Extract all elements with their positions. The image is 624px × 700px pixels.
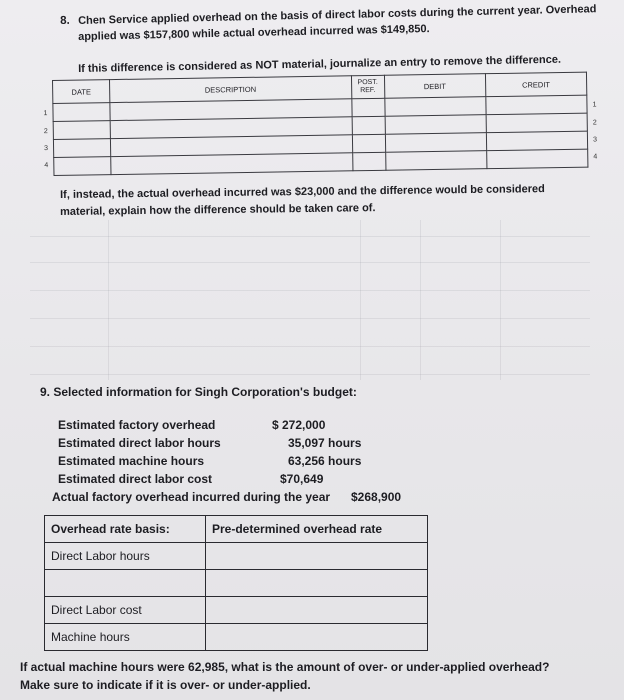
- journal-cell[interactable]: [53, 121, 110, 140]
- q8-followup-line1: If, instead, the actual overhead incurred was $23,000 and the difference would be considered: [60, 183, 545, 201]
- row-number-left: 2: [43, 128, 48, 136]
- q9-item-value: $70,649: [280, 472, 324, 486]
- q8-instruction: If this difference is considered as NOT material, journalize an entry to remove the difference.: [78, 53, 562, 75]
- overhead-rate-table: [44, 515, 428, 651]
- ghost-line: [30, 346, 590, 347]
- q9-actual-label: Actual factory overhead incurred during the year: [52, 490, 331, 504]
- ghost-line: [30, 262, 590, 263]
- col-debit-header: DEBIT: [384, 74, 486, 99]
- journal-table: [43, 72, 598, 176]
- q9-question-line2: Make sure to indicate if it is over- or under-applied.: [20, 678, 311, 692]
- q9-item-value: $ 272,000: [272, 418, 326, 432]
- q9-question-line1: If actual machine hours were 62,985, what is the amount of over- or under-applied overhead?: [20, 660, 550, 674]
- journal-cell[interactable]: [352, 116, 385, 135]
- ghost-line: [360, 220, 361, 380]
- q8-followup-line2: material, explain how the difference should be taken care of.: [60, 202, 376, 218]
- q9-actual-value: $268,900: [351, 490, 402, 504]
- row-number-left: 3: [44, 145, 49, 153]
- rate-basis-header: Overhead rate basis:: [45, 516, 206, 543]
- journal-cell[interactable]: [486, 131, 588, 151]
- row-number-right: 3: [593, 136, 598, 144]
- q9-item-label: Estimated factory overhead: [58, 418, 216, 432]
- q8-text-line1: Chen Service applied overhead on the basis of direct labor costs during the current year. Overhead: [78, 3, 597, 27]
- q8-text-line2: applied was $157,800 while actual overhead incurred was $149,850.: [78, 23, 430, 43]
- journal-cell[interactable]: [54, 157, 111, 176]
- journal-cell[interactable]: [385, 151, 486, 171]
- col-description-header: DESCRIPTION: [110, 76, 352, 103]
- col-post-ref-header: POST. REF.: [351, 75, 384, 99]
- ghost-line: [108, 220, 109, 380]
- row-number-right: 2: [592, 119, 597, 127]
- q9-item-label: Estimated direct labor hours: [58, 436, 221, 450]
- q9-item-value: 35,097 hours: [288, 436, 362, 450]
- journal-cell[interactable]: [486, 95, 588, 115]
- ghost-line: [30, 236, 590, 237]
- journal-cell[interactable]: [486, 113, 588, 133]
- row-number-left: 1: [43, 110, 48, 118]
- journal-cell[interactable]: [385, 115, 486, 135]
- rate-basis-cell: Machine hours: [45, 624, 206, 651]
- journal-cell[interactable]: [486, 149, 588, 169]
- ghost-line: [500, 220, 501, 380]
- col-credit-header: CREDIT: [485, 72, 587, 97]
- row-number-right: 1: [592, 101, 597, 109]
- rate-answer-cell[interactable]: [206, 543, 428, 570]
- rate-basis-cell: [45, 570, 206, 597]
- q9-heading: 9. Selected information for Singh Corporation's budget:: [40, 385, 357, 399]
- row-number-left: 4: [44, 162, 49, 170]
- q9-item-value: 63,256 hours: [288, 454, 362, 468]
- journal-cell[interactable]: [53, 103, 110, 122]
- q9-item-label: Estimated machine hours: [58, 454, 205, 468]
- ghost-line: [420, 220, 421, 380]
- journal-cell[interactable]: [53, 139, 110, 158]
- journal-cell[interactable]: [351, 98, 384, 117]
- q9-item-label: Estimated direct labor cost: [58, 472, 213, 486]
- journal-cell[interactable]: [352, 134, 385, 153]
- rate-answer-cell[interactable]: [206, 570, 428, 597]
- ghost-line: [30, 290, 590, 291]
- q8-number: 8.: [60, 14, 70, 27]
- predetermined-rate-header: Pre-determined overhead rate: [206, 516, 428, 543]
- rate-answer-cell[interactable]: [206, 624, 428, 651]
- rate-answer-cell[interactable]: [206, 597, 428, 624]
- ghost-line: [30, 318, 590, 319]
- rate-basis-cell: Direct Labor cost: [45, 597, 206, 624]
- journal-cell[interactable]: [111, 153, 353, 175]
- journal-cell[interactable]: [352, 152, 385, 171]
- rate-basis-cell: Direct Labor hours: [45, 543, 206, 570]
- col-date-header: DATE: [53, 80, 110, 104]
- row-number-right: 4: [593, 153, 598, 161]
- journal-cell[interactable]: [384, 97, 485, 117]
- ghost-line: [30, 374, 590, 375]
- journal-cell[interactable]: [385, 133, 486, 153]
